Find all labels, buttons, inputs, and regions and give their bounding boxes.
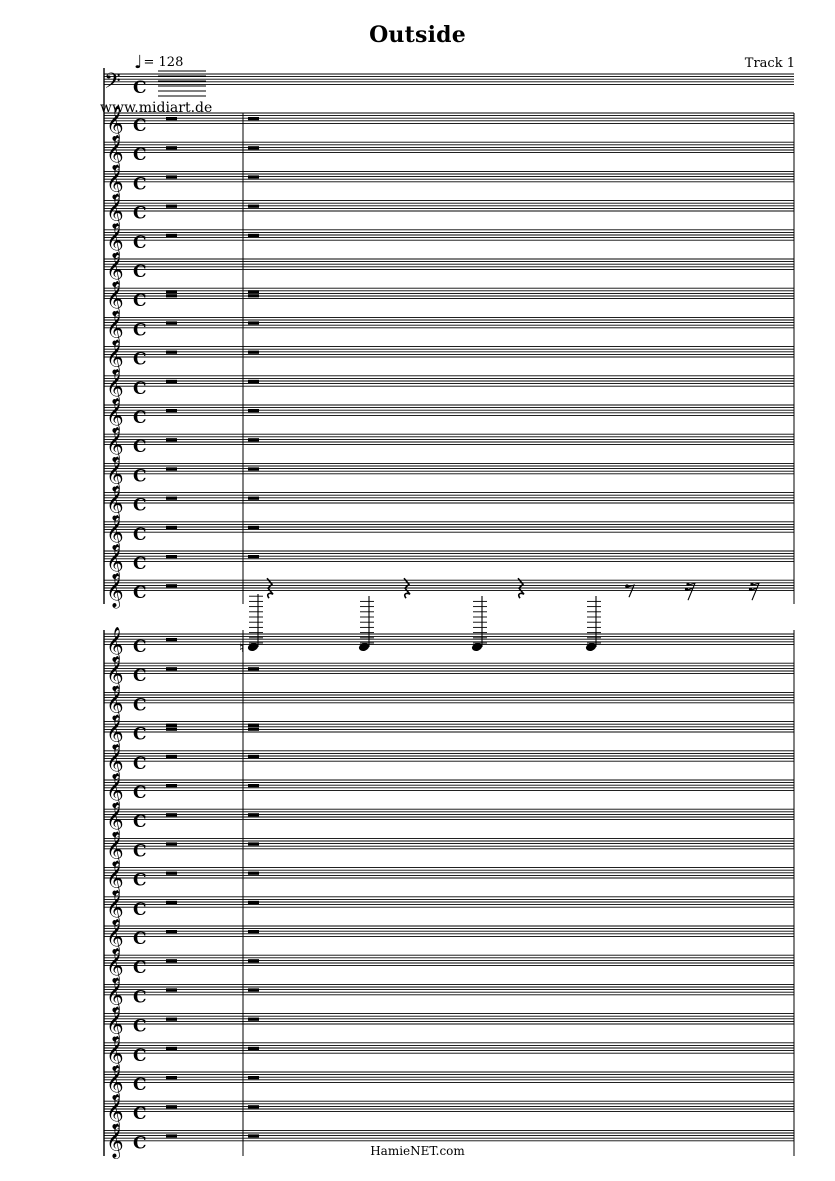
time-signature: C <box>133 753 147 774</box>
whole-rest <box>248 117 259 120</box>
staff-lines <box>104 376 794 386</box>
time-signature: C <box>133 349 147 370</box>
treble-clef-icon: 𝄞 <box>106 919 124 954</box>
staff-lines <box>104 1072 794 1082</box>
treble-clef-icon: 𝄞 <box>106 106 124 141</box>
treble-clef-icon: 𝄞 <box>106 135 124 171</box>
treble-clef-icon: 𝄞 <box>106 252 124 287</box>
treble-clef-icon: 𝄞 <box>106 714 124 750</box>
whole-rest <box>248 784 259 787</box>
whole-rest <box>248 467 259 470</box>
treble-clef-icon: 𝄞 <box>106 573 124 609</box>
treble-clef-icon: 𝄞 <box>106 368 124 404</box>
whole-rest <box>248 290 259 293</box>
track-label: Track 1 <box>744 56 795 71</box>
whole-rest <box>166 321 177 324</box>
bass-clef-icon: 𝄢 <box>104 69 121 99</box>
staff-lines <box>104 838 794 848</box>
whole-rest <box>166 467 177 470</box>
staff-lines <box>104 663 794 673</box>
staff-lines <box>104 201 794 211</box>
whole-rest <box>166 205 177 208</box>
time-signature: C <box>133 378 147 399</box>
time-signature: C <box>133 78 147 98</box>
treble-clef-icon: 𝄞 <box>106 685 124 721</box>
time-signature: C <box>133 783 147 803</box>
whole-rest <box>248 321 259 324</box>
staff-lines <box>104 405 794 415</box>
whole-rest <box>248 555 259 558</box>
staff-lines <box>104 317 794 327</box>
time-signature: C <box>133 145 147 166</box>
whole-rest <box>248 728 259 731</box>
time-signature: C <box>133 320 147 341</box>
time-signature: C <box>133 1104 147 1125</box>
whole-rest <box>166 175 177 178</box>
whole-rest <box>166 380 177 383</box>
staff-lines <box>104 634 794 644</box>
whole-rest <box>248 1047 259 1050</box>
treble-clef-icon: 𝄞 <box>106 743 124 779</box>
staff-lines <box>104 74 794 84</box>
treble-clef-icon: 𝄞 <box>106 1006 124 1042</box>
staff-lines <box>104 230 794 240</box>
whole-rest <box>248 901 259 904</box>
time-signature: C <box>133 466 147 487</box>
whole-rest <box>248 988 259 991</box>
treble-clef-icon: 𝄞 <box>106 485 124 521</box>
staff-lines <box>104 926 794 936</box>
time-signature: C <box>133 524 147 545</box>
time-signature: C <box>133 812 147 833</box>
treble-clef-icon: 𝄞 <box>106 1123 124 1159</box>
treble-clef-icon: 𝄞 <box>106 193 124 229</box>
whole-rest <box>166 667 177 670</box>
whole-rest <box>248 351 259 354</box>
whole-rest <box>248 1018 259 1021</box>
whole-rest <box>248 959 259 962</box>
whole-rest <box>248 1076 259 1079</box>
time-signature: C <box>133 203 147 224</box>
whole-rest <box>166 930 177 933</box>
whole-rest <box>166 1134 177 1137</box>
time-signature: C <box>133 232 147 253</box>
whole-rest <box>248 1134 259 1137</box>
whole-rest <box>166 724 177 727</box>
treble-clef-icon: 𝄞 <box>106 948 124 984</box>
treble-clef-icon: 𝄞 <box>106 164 124 200</box>
treble-clef-icon: 𝄞 <box>106 1035 124 1071</box>
treble-clef-icon: 𝄞 <box>106 860 124 896</box>
whole-rest <box>166 438 177 441</box>
whole-rest <box>166 234 177 237</box>
treble-clef-icon: 𝄞 <box>106 544 124 579</box>
treble-clef-icon: 𝄞 <box>106 656 124 692</box>
whole-rest <box>166 1047 177 1050</box>
whole-rest <box>248 175 259 178</box>
treble-clef-icon: 𝄞 <box>106 456 124 492</box>
whole-rest <box>166 842 177 845</box>
treble-clef-icon: 𝄞 <box>106 339 124 375</box>
staff-lines <box>104 1014 794 1024</box>
staff-lines <box>104 493 794 503</box>
time-signature: C <box>133 408 147 428</box>
score-title: Outside <box>369 22 466 48</box>
whole-rest <box>166 497 177 500</box>
whole-rest <box>166 1105 177 1108</box>
whole-rest <box>166 638 177 641</box>
whole-rest <box>248 667 259 670</box>
time-signature: C <box>133 554 147 574</box>
whole-rest <box>248 930 259 933</box>
treble-clef-icon: 𝄞 <box>106 310 124 346</box>
whole-rest <box>248 205 259 208</box>
whole-rest <box>166 959 177 962</box>
time-signature: C <box>133 437 147 458</box>
whole-rest <box>166 872 177 875</box>
header-credit: www.midiart.de <box>100 100 213 116</box>
whole-rest <box>166 294 177 297</box>
footer-credit: HamieNET.com <box>370 1144 465 1158</box>
time-signature: C <box>133 987 147 1008</box>
staff-lines <box>104 288 794 298</box>
whole-rest <box>166 1018 177 1021</box>
time-signature: C <box>133 1075 147 1095</box>
time-signature: C <box>133 841 147 862</box>
time-signature: C <box>133 1045 147 1066</box>
whole-rest <box>166 351 177 354</box>
time-signature: C <box>133 174 147 195</box>
whole-rest <box>166 117 177 120</box>
time-signature: C <box>133 583 147 604</box>
time-signature: C <box>133 899 147 920</box>
whole-rest <box>248 294 259 297</box>
whole-rest <box>248 842 259 845</box>
time-signature: C <box>133 291 147 312</box>
treble-clef-icon: 𝄞 <box>106 427 124 463</box>
time-signature: C <box>133 870 147 891</box>
time-signature: C <box>133 495 147 516</box>
treble-clef-icon: 𝄞 <box>106 1094 124 1130</box>
whole-rest <box>248 438 259 441</box>
whole-rest <box>248 146 259 149</box>
treble-clef-icon: 𝄞 <box>106 1065 124 1100</box>
time-signature: C <box>133 666 147 687</box>
staff-lines <box>104 692 794 702</box>
treble-clef-icon: 𝄞 <box>106 889 124 925</box>
staff-lines <box>104 868 794 878</box>
whole-rest <box>166 555 177 558</box>
staff-lines <box>104 1101 794 1111</box>
treble-clef-icon: 𝄞 <box>106 398 124 433</box>
staff-lines <box>104 551 794 561</box>
whole-rest <box>166 146 177 149</box>
whole-rest <box>166 584 177 587</box>
treble-clef-icon: 𝄞 <box>106 281 124 317</box>
time-signature: C <box>133 262 147 282</box>
treble-clef-icon: 𝄞 <box>106 977 124 1013</box>
time-signature: C <box>133 695 147 716</box>
time-signature: C <box>133 958 147 979</box>
staff-lines <box>104 751 794 761</box>
whole-rest <box>166 290 177 293</box>
treble-clef-icon: 𝄞 <box>106 802 124 838</box>
staff-lines <box>104 722 794 732</box>
time-signature: C <box>133 929 147 949</box>
time-signature: C <box>133 637 147 657</box>
time-signature: C <box>133 724 147 745</box>
whole-rest <box>166 409 177 412</box>
staff-lines <box>104 1130 794 1140</box>
treble-clef-icon: 𝄞 <box>106 773 124 808</box>
whole-rest <box>166 1076 177 1079</box>
whole-rest <box>248 234 259 237</box>
staff-lines <box>104 809 794 819</box>
whole-rest <box>248 724 259 727</box>
staff-lines <box>104 780 794 790</box>
time-signature: C <box>133 1133 147 1154</box>
treble-clef-icon: 𝄞 <box>106 514 124 550</box>
time-signature: C <box>133 116 147 136</box>
whole-rest <box>166 901 177 904</box>
whole-rest <box>248 755 259 758</box>
treble-clef-icon: 𝄞 <box>106 831 124 867</box>
whole-rest <box>248 380 259 383</box>
whole-rest <box>166 728 177 731</box>
whole-rest <box>248 813 259 816</box>
whole-rest <box>166 755 177 758</box>
staff-lines <box>104 955 794 965</box>
staff-lines <box>104 1043 794 1053</box>
whole-rest <box>248 409 259 412</box>
staff-lines <box>104 142 794 152</box>
whole-rest <box>166 813 177 816</box>
whole-rest <box>166 784 177 787</box>
whole-rest <box>248 497 259 500</box>
staff-lines <box>104 259 794 269</box>
staff-lines <box>104 463 794 473</box>
whole-rest <box>248 872 259 875</box>
treble-clef-icon: 𝄞 <box>106 627 124 662</box>
staff-lines <box>104 434 794 444</box>
staff-lines <box>104 522 794 532</box>
eighth-rest <box>627 585 634 597</box>
treble-clef-icon: 𝄞 <box>106 222 124 258</box>
whole-rest <box>248 526 259 529</box>
tempo-value: = 128 <box>143 55 184 70</box>
staff-lines <box>104 897 794 907</box>
staff-lines <box>104 171 794 181</box>
quarter-note-icon: ♩ <box>134 52 143 73</box>
whole-rest <box>248 1105 259 1108</box>
staff-lines <box>104 984 794 994</box>
whole-rest <box>166 526 177 529</box>
time-signature: C <box>133 1016 147 1037</box>
whole-rest <box>166 988 177 991</box>
natural-sign: ♮ <box>239 641 244 656</box>
staff-lines <box>104 347 794 357</box>
